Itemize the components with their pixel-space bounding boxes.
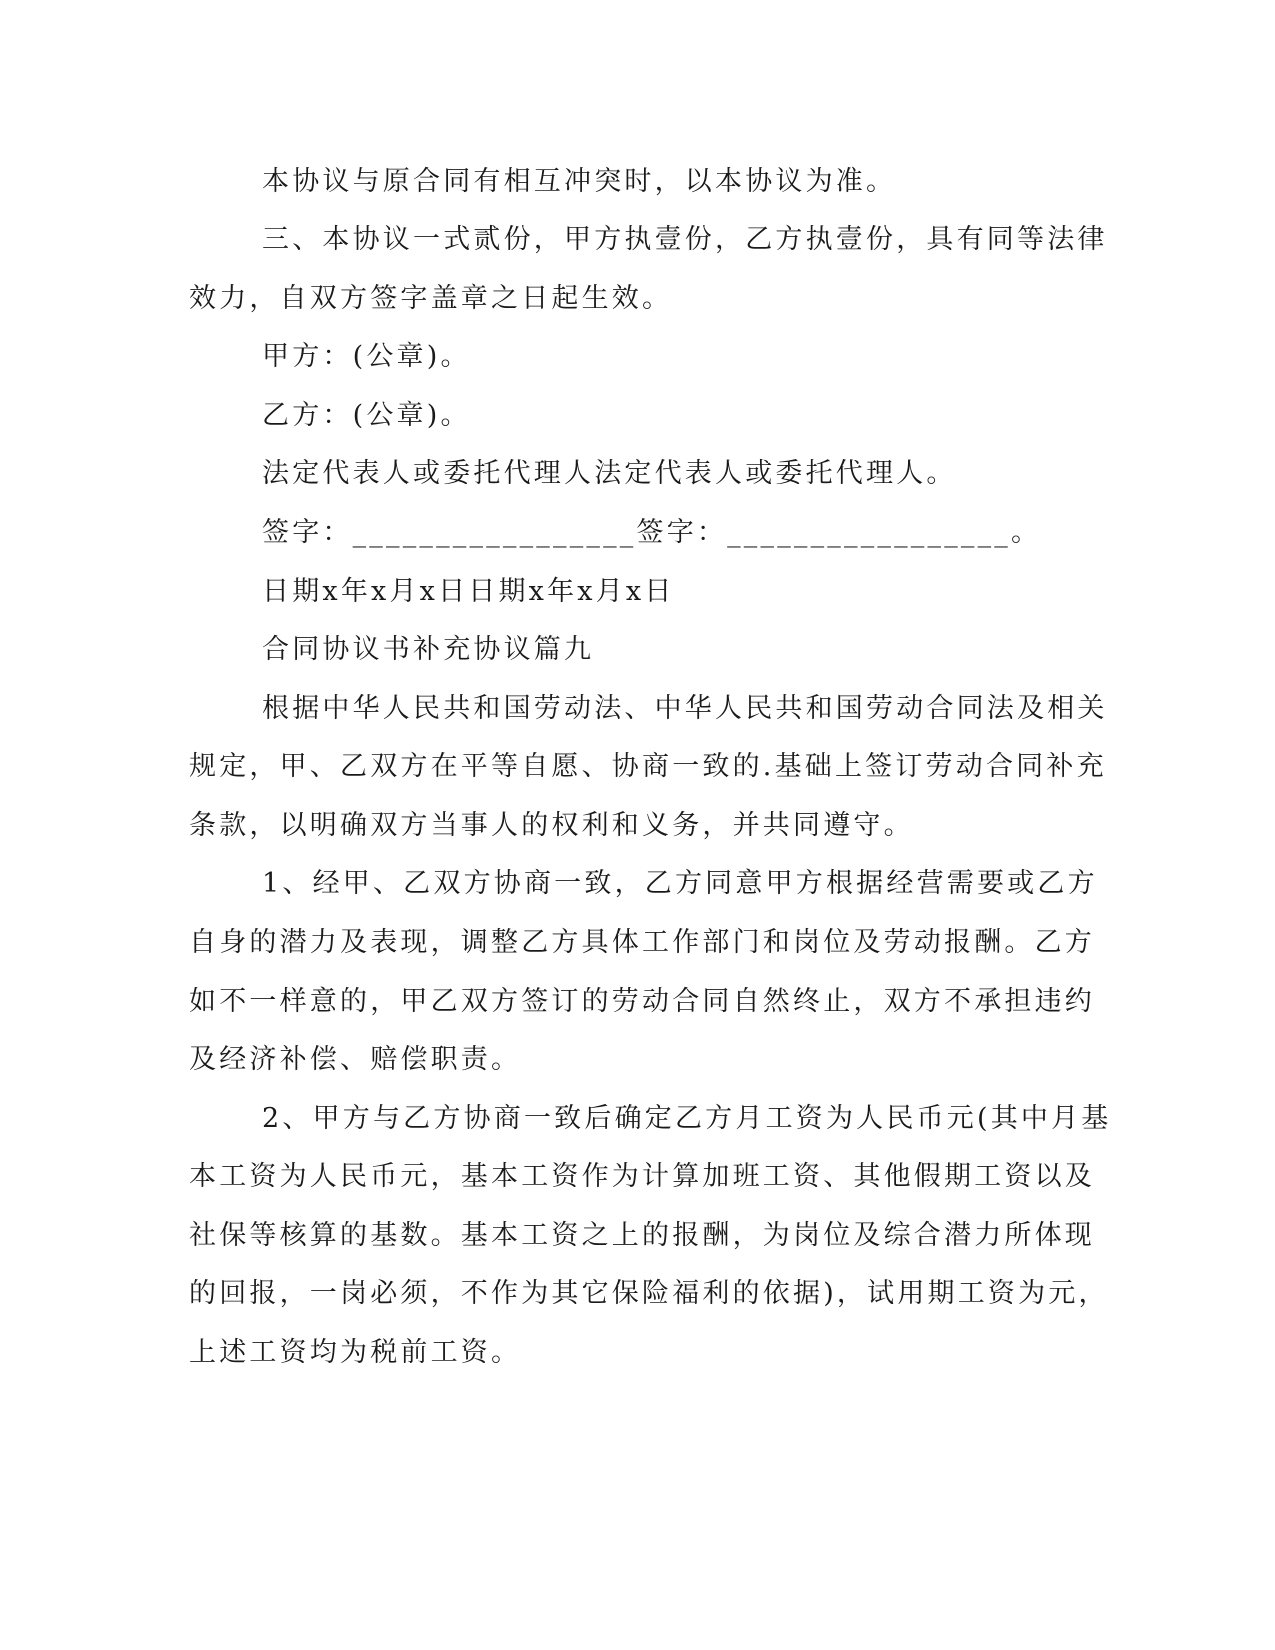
text-line: 的回报，一岗必须，不作为其它保险福利的依据)，试用期工资为元， [189,1278,1109,1309]
party-b-seal: 乙方：(公章)。 [262,400,471,431]
clause-1: 1、经甲、乙双方协商一致，乙方同意甲方根据经营需要或乙方 [262,868,1098,899]
party-a-seal: 甲方：(公章)。 [262,341,471,372]
clause-2: 2、甲方与乙方协商一致后确定乙方月工资为人民币元(其中月基 [262,1103,1112,1134]
text-line: 根据中华人民共和国劳动法、中华人民共和国劳动合同法及相关 [262,693,1108,724]
text-line: 本工资为人民币元，基本工资作为计算加班工资、其他假期工资以及 [189,1161,1095,1192]
date-line: 日期x年x月x日日期x年x月x日 [262,576,675,607]
text-line: 上述工资均为税前工资。 [189,1337,522,1368]
text-line: 条款，以明确双方当事人的权利和义务，并共同遵守。 [189,810,914,841]
text-line: 效力，自双方签字盖章之日起生效。 [189,283,673,314]
text-line: 自身的潜力及表现，调整乙方具体工作部门和岗位及劳动报酬。乙方 [189,927,1095,958]
text-line: 规定，甲、乙双方在平等自愿、协商一致的.基础上签订劳动合同补充 [189,751,1107,782]
text-line: 及经济补偿、赔偿职责。 [189,1044,522,1075]
text-line: 法定代表人或委托代理人法定代表人或委托代理人。 [262,458,957,489]
text-line: 社保等核算的基数。基本工资之上的报酬，为岗位及综合潜力所体现 [189,1220,1095,1251]
text-line: 如不一样意的，甲乙双方签订的劳动合同自然终止，双方不承担违约 [189,986,1095,1017]
text-line: 三、本协议一式贰份，甲方执壹份，乙方执壹份，具有同等法律 [262,224,1108,255]
section-heading: 合同协议书补充协议篇九 [262,634,595,665]
text-line: 本协议与原合同有相互冲突时，以本协议为准。 [262,166,897,197]
signature-line: 签字：_________________签字：_________________。 [262,517,1042,548]
